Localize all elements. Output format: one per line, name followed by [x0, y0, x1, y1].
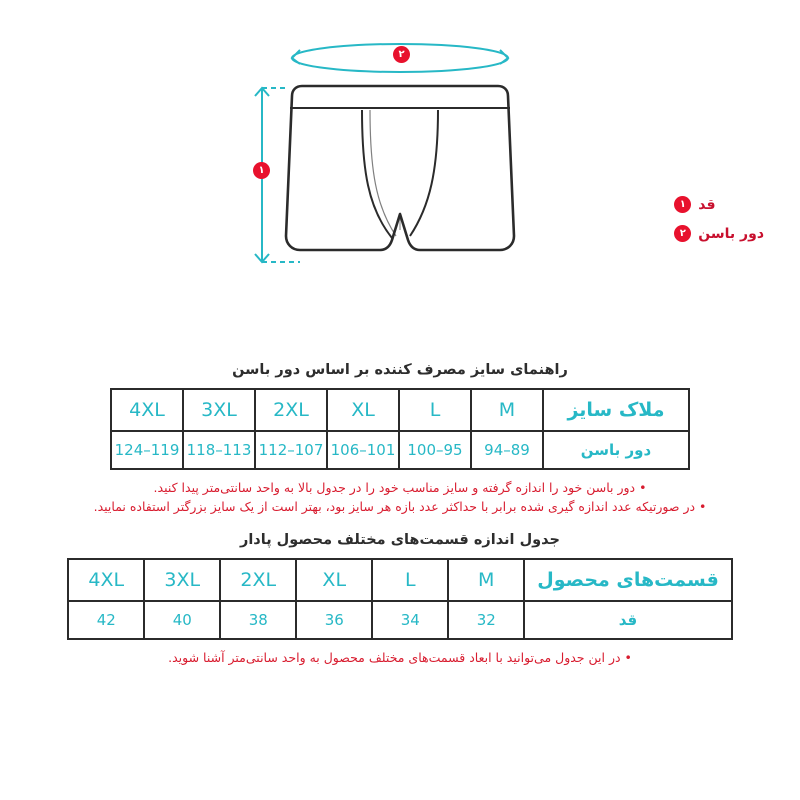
table2-note-1: • در این جدول می‌توانید با ابعاد قسمت‌های مختلف محصول به واحد سانتی‌متر آشنا شوید. — [168, 650, 632, 665]
size-tables — [0, 340, 800, 665]
table2-wrap — [0, 558, 800, 640]
table1-size-m: M — [471, 389, 543, 431]
table1-value-2xl: 107–112 — [255, 431, 327, 469]
table2-value-l: 34 — [372, 601, 448, 639]
consumer-size-table — [110, 388, 690, 470]
legend-badge-2: ۲ — [674, 225, 691, 242]
table1-value-m: 89–94 — [471, 431, 543, 469]
table2-size-3xl: 3XL — [144, 559, 220, 601]
legend-item-height — [674, 196, 764, 213]
table2-header-label: قسمت‌های محصول — [524, 559, 732, 601]
table2-value-3xl: 40 — [144, 601, 220, 639]
marker-badge-2 — [393, 42, 410, 63]
badge-1-label: ۱ — [253, 162, 270, 179]
table2-size-4xl: 4XL — [68, 559, 144, 601]
badge-2-label: ۲ — [393, 46, 410, 63]
table1-wrap — [0, 388, 800, 470]
legend-badge-1: ۱ — [674, 196, 691, 213]
table2-size-l: L — [372, 559, 448, 601]
table1-size-l: L — [399, 389, 471, 431]
table2-size-2xl: 2XL — [220, 559, 296, 601]
table1-size-xl: XL — [327, 389, 399, 431]
marker-badge-1 — [253, 158, 270, 179]
table1-note-2: • در صورتیکه عدد اندازه گیری شده برابر با حداکثر عدد بازه هر سایز بود، بهتر است از یک سایز بزرگتر استفاده نمایید. — [93, 499, 707, 514]
legend-item-hip — [674, 225, 764, 242]
table2-notes — [0, 650, 800, 665]
table1-size-2xl: 2XL — [255, 389, 327, 431]
table1-value-l: 95–100 — [399, 431, 471, 469]
table-row — [68, 601, 732, 639]
legend-label-hip: دور باسن — [698, 225, 764, 242]
table2-title: جدول اندازه قسمت‌های مختلف محصول پادار — [239, 532, 560, 548]
table1-header-label: ملاک سایز — [543, 389, 689, 431]
table-row — [111, 431, 689, 469]
table-row — [68, 559, 732, 601]
product-measurement-illustration — [0, 0, 800, 340]
table1-row-label: دور باسن — [543, 431, 689, 469]
product-dimensions-table — [67, 558, 733, 640]
legend-label-height: قد — [698, 196, 716, 213]
table2-size-m: M — [448, 559, 524, 601]
legend — [674, 196, 764, 254]
table1-notes — [0, 480, 800, 514]
table2-value-4xl: 42 — [68, 601, 144, 639]
table1-size-4xl: 4XL — [111, 389, 183, 431]
table1-value-3xl: 113–118 — [183, 431, 255, 469]
table2-row-label: قد — [524, 601, 732, 639]
table2-value-2xl: 38 — [220, 601, 296, 639]
table1-value-4xl: 119–124 — [111, 431, 183, 469]
table1-value-xl: 101–106 — [327, 431, 399, 469]
table1-note-1: • دور باسن خود را اندازه گرفته و سایز مناسب خود را در جدول بالا به واحد سانتی‌متر پیدا کنید. — [153, 480, 647, 495]
table2-value-xl: 36 — [296, 601, 372, 639]
table-row — [111, 389, 689, 431]
table2-value-m: 32 — [448, 601, 524, 639]
table1-size-3xl: 3XL — [183, 389, 255, 431]
table2-size-xl: XL — [296, 559, 372, 601]
table1-title: راهنمای سایز مصرف کننده بر اساس دور باسن — [232, 362, 568, 378]
